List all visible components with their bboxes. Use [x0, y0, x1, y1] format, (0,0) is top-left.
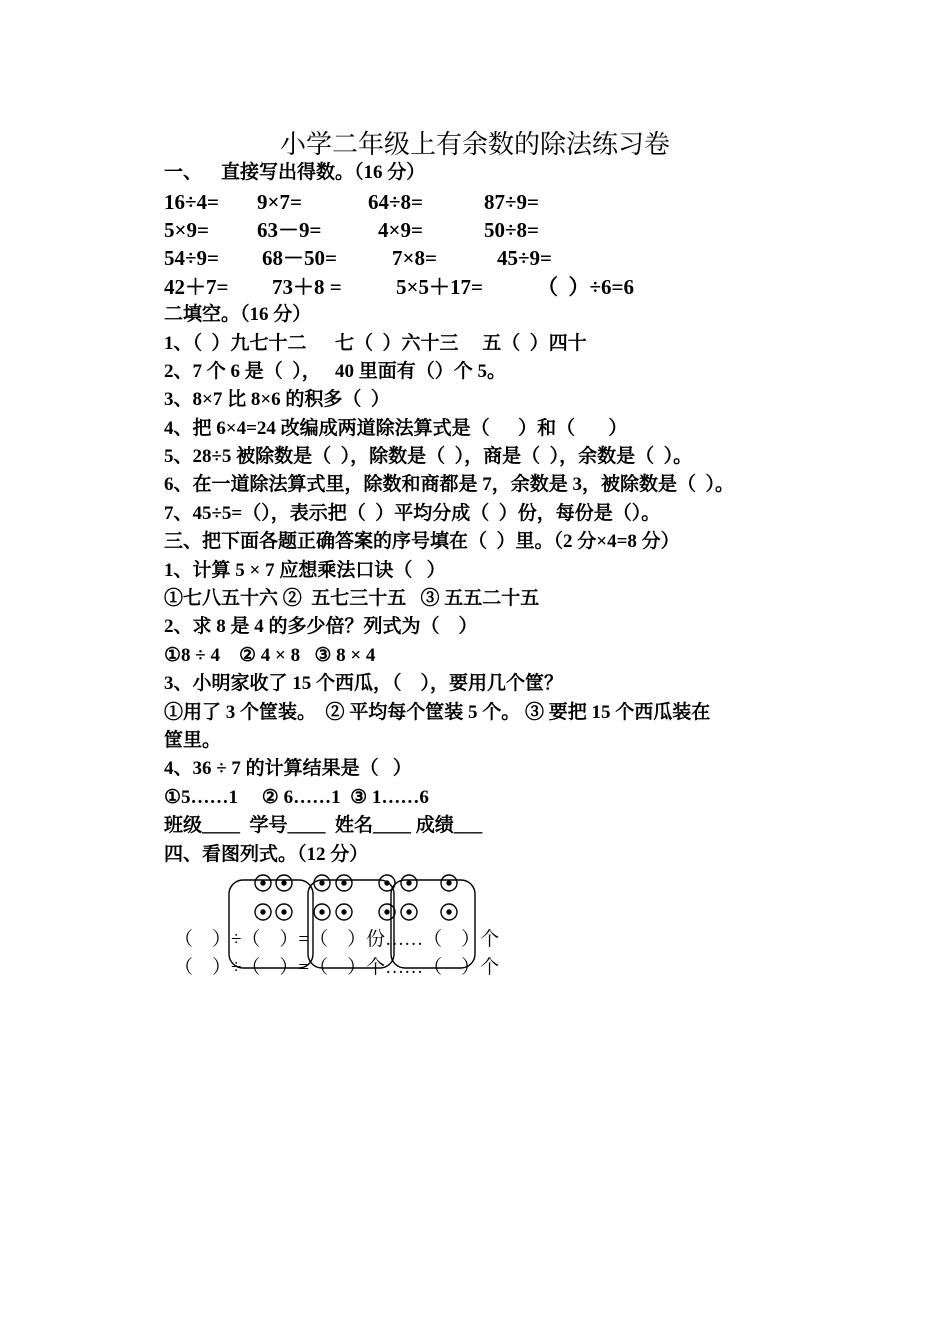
choice-options-4: ①5……1 ② 6……1 ③ 1……6 [164, 787, 429, 808]
choice-options-3-cont: 筐里。 [164, 730, 222, 751]
choice-options-1: ①七八五十六 ② 五七三十五 ③ 五五二十五 [164, 588, 540, 609]
calc-item: 4×9= [378, 218, 423, 242]
choice-options-2: ①8 ÷ 4 ② 4 × 8 ③ 8 × 4 [164, 645, 376, 666]
circle-row-1 [255, 875, 457, 891]
student-info-line: 班级____ 学号____ 姓名____ 成绩___ [164, 815, 483, 836]
calc-item: 50÷8= [484, 218, 539, 242]
choice-question-1: 1、计算 5 × 7 应想乘法口诀（ ） [164, 560, 446, 581]
fill-item-3: 3、8×7 比 8×6 的积多（ ） [164, 389, 390, 410]
section-1-heading: 一、 直接写出得数。（16 分） [164, 162, 426, 183]
choice-question-3: 3、小明家收了 15 个西瓜，（ ），要用几个筐？ [164, 673, 564, 694]
calc-item: 16÷4= [164, 190, 219, 214]
fill-item-2: 2、7 个 6 是（ ）， 40 里面有（）个 5。 [164, 361, 507, 382]
fill-item-6: 6、在一道除法算式里，除数和商都是 7，余数是 3，被除数是（ ）。 [164, 474, 735, 495]
calc-row-2 [164, 217, 539, 243]
calc-item: 7×8= [392, 246, 437, 270]
section-2-heading: 二填空。（16 分） [164, 304, 312, 325]
calc-item: 5×9= [164, 218, 209, 242]
page-title: 小学二年级上有余数的除法练习卷 [279, 130, 670, 159]
calc-row-3 [164, 245, 552, 271]
calc-item: 68－50= [262, 246, 337, 270]
calc-item: 42＋7= [164, 275, 229, 299]
calc-item: 63－9= [257, 218, 322, 242]
calc-item: （ ）÷6=6 [537, 275, 634, 299]
fill-item-4: 4、把 6×4=24 改编成两道除法算式是（ ）和（ ） [164, 418, 628, 439]
fill-item-5: 5、28÷5 被除数是（ ），除数是（ ），商是（ ），余数是（ ）。 [164, 446, 693, 467]
calc-item: 87÷9= [484, 190, 539, 214]
picture-equation-2: （ ）÷（ ）=（ ）个……（ ）个 [174, 957, 500, 978]
calc-item: 54÷9= [164, 246, 219, 270]
calc-item: 64÷8= [368, 190, 423, 214]
calc-item: 73＋8 = [272, 275, 342, 299]
picture-equation-1: （ ）÷（ ）=（ ）份……（ ）个 [174, 929, 500, 950]
choice-question-2: 2、求 8 是 4 的多少倍？列式为（ ） [164, 616, 478, 637]
calc-row-1 [164, 189, 594, 215]
calc-item: 9×7= [257, 190, 302, 214]
fill-item-7: 7、45÷5=（），表示把（ ）平均分成（ ）份，每份是（）。 [164, 503, 661, 524]
calc-row-4 [164, 274, 634, 300]
calc-item: 5×5＋17= [396, 275, 483, 299]
choice-question-4: 4、36 ÷ 7 的计算结果是（ ） [164, 758, 412, 779]
fill-item-1: 1、（ ）九七十二 七（ ）六十三 五（ ）四十 [164, 333, 587, 354]
calc-item: 45÷9= [497, 246, 552, 270]
section-4-heading: 四、看图列式。（12 分） [164, 844, 369, 865]
circle-row-2 [255, 904, 457, 920]
choice-options-3: ①用了 3 个筐装。 ② 平均每个筐装 5 个。 ③ 要把 15 个西瓜装在 [164, 702, 711, 723]
section-3-heading: 三、把下面各题正确答案的序号填在（ ）里。（2 分×4=8 分） [164, 531, 680, 552]
